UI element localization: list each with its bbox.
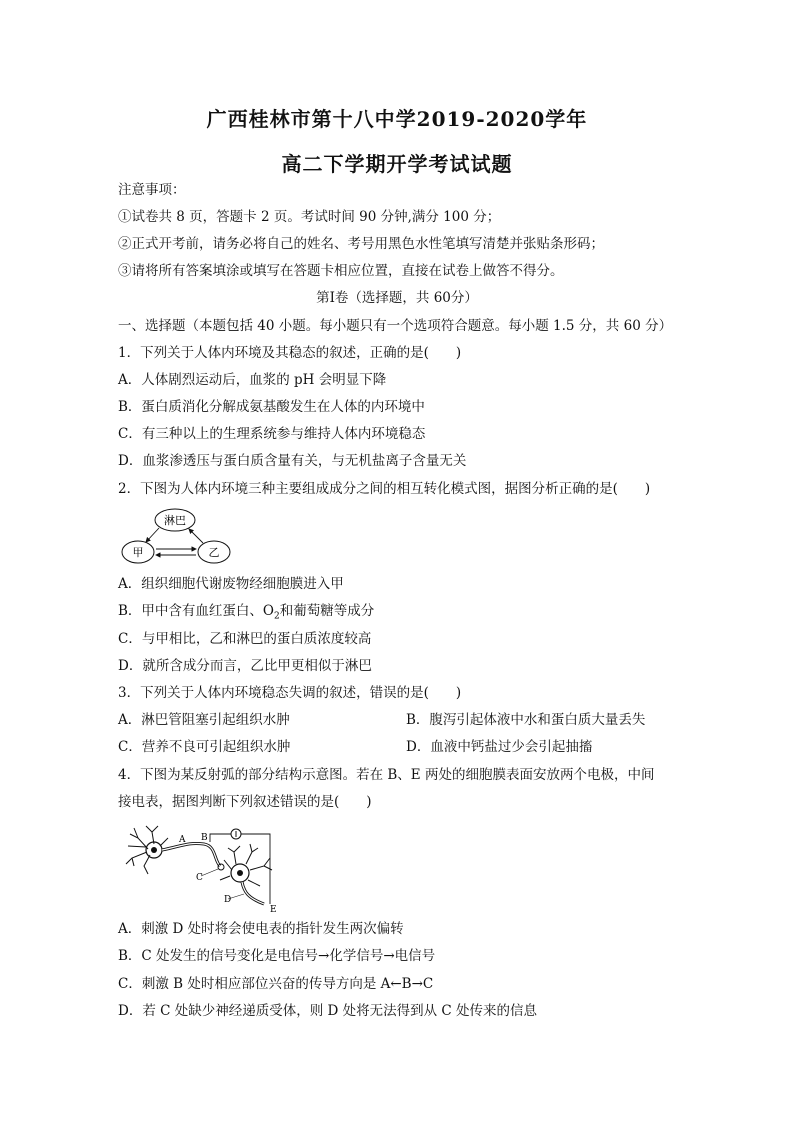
notes-heading: 注意事项： [118, 182, 186, 198]
q4-option-a: A．刺激 D 处时将会使电表的指针发生两次偏转 [118, 921, 404, 937]
fluid-yi-label: 乙 [208, 546, 220, 559]
notes-item-2: ②正式开考前，请务必将自己的姓名、考号用黑色水性笔填写清楚并张贴条形码； [118, 236, 604, 252]
label-e: E [270, 905, 277, 912]
fluid-jia-label: 甲 [132, 546, 144, 559]
label-d: D [224, 895, 232, 905]
q1-stem: 1．下列关于人体内环境及其稳态的叙述，正确的是( ) [118, 345, 462, 361]
q1-option-a: A．人体剧烈运动后，血浆的 pH 会明显下降 [118, 372, 387, 388]
q4-stem-line2: 接电表，据图判断下列叙述错误的是( ) [118, 794, 372, 810]
q4-option-c: C．刺激 B 处时相应部位兴奋的传导方向是 A←B→C [118, 976, 434, 992]
q3-option-b: B．腹泻引起体液中水和蛋白质大量丢失 [406, 712, 646, 728]
neuron2-axon [242, 882, 264, 904]
q3-option-c: C．营养不良可引起组织水肿 [118, 739, 291, 755]
label-c: C [196, 873, 203, 883]
q2-stem: 2．下图为人体内环境三种主要组成成分之间的相互转化模式图，据图分析正确的是( ) [118, 481, 651, 497]
q1-option-b: B．蛋白质消化分解成氨基酸发生在人体的内环境中 [118, 399, 425, 415]
exam-title-line1: 广西桂林市第十八中学2019-2020学年 [206, 107, 588, 131]
q4-option-d: D．若 C 处缺少神经递质受体，则 D 处将无法得到从 C 处传来的信息 [118, 1003, 538, 1019]
q4-option-b: B．C 处发生的信号变化是电信号→化学信号→电信号 [118, 948, 436, 964]
q2-option-d: D．就所含成分而言，乙比甲更相似于淋巴 [118, 658, 372, 674]
q1-option-d: D．血浆渗透压与蛋白质含量有关，与无机盐离子含量无关 [118, 453, 467, 469]
notes-item-3: ③请将所有答案填涂或填写在答题卡相应位置，直接在试卷上做答不得分。 [118, 263, 564, 279]
q2-option-b [118, 602, 374, 626]
q3-option-a: A．淋巴管阻塞引起组织水肿 [118, 712, 290, 728]
q3-stem: 3．下列关于人体内环境稳态失调的叙述，错误的是( ) [118, 685, 462, 701]
q4-stem-line1: 4．下图为某反射弧的部分结构示意图。若在 B、E 两处的细胞膜表面安放两个电极，中间 [118, 767, 655, 783]
q2-option-b-sub: 2 [274, 611, 280, 622]
q2-option-b-pre: B．甲中含有血红蛋白、O [118, 603, 274, 619]
q2-option-b-post: 和葡萄糖等成分 [279, 603, 375, 619]
neuron2-nucleus [237, 870, 243, 876]
arrow-yi-to-lymph [189, 529, 203, 543]
arrow-lymph-to-jia [146, 528, 159, 542]
q1-option-c: C．有三种以上的生理系统参与维持人体内环境稳态 [118, 426, 426, 442]
section-title: 第Ⅰ卷（选择题，共 60分） [316, 290, 478, 306]
q4-reflex-arc-diagram [124, 822, 284, 912]
section-instruction: 一、选择题（本题包括 40 小题。每小题只有一个选项符合题意。每小题 1.5 分，共 60 分） [118, 318, 673, 334]
neuron1-nucleus [151, 847, 157, 853]
label-a: A [179, 835, 186, 845]
notes-item-1: ①试卷共 8 页，答题卡 2 页。考试时间 90 分钟,满分 100 分； [118, 209, 501, 225]
q2-option-a: A．组织细胞代谢废物经细胞膜进入甲 [118, 576, 344, 592]
neuron1-axon [162, 843, 220, 866]
exam-title-line2: 高二下学期开学考试试题 [281, 152, 513, 176]
q2-body-fluid-diagram [118, 507, 238, 569]
q3-option-d: D．血液中钙盐过少会引起抽搐 [406, 739, 593, 755]
label-b: B [201, 833, 208, 843]
lymph-label: 淋巴 [164, 514, 186, 527]
q2-option-c: C．与甲相比，乙和淋巴的蛋白质浓度较高 [118, 631, 372, 647]
